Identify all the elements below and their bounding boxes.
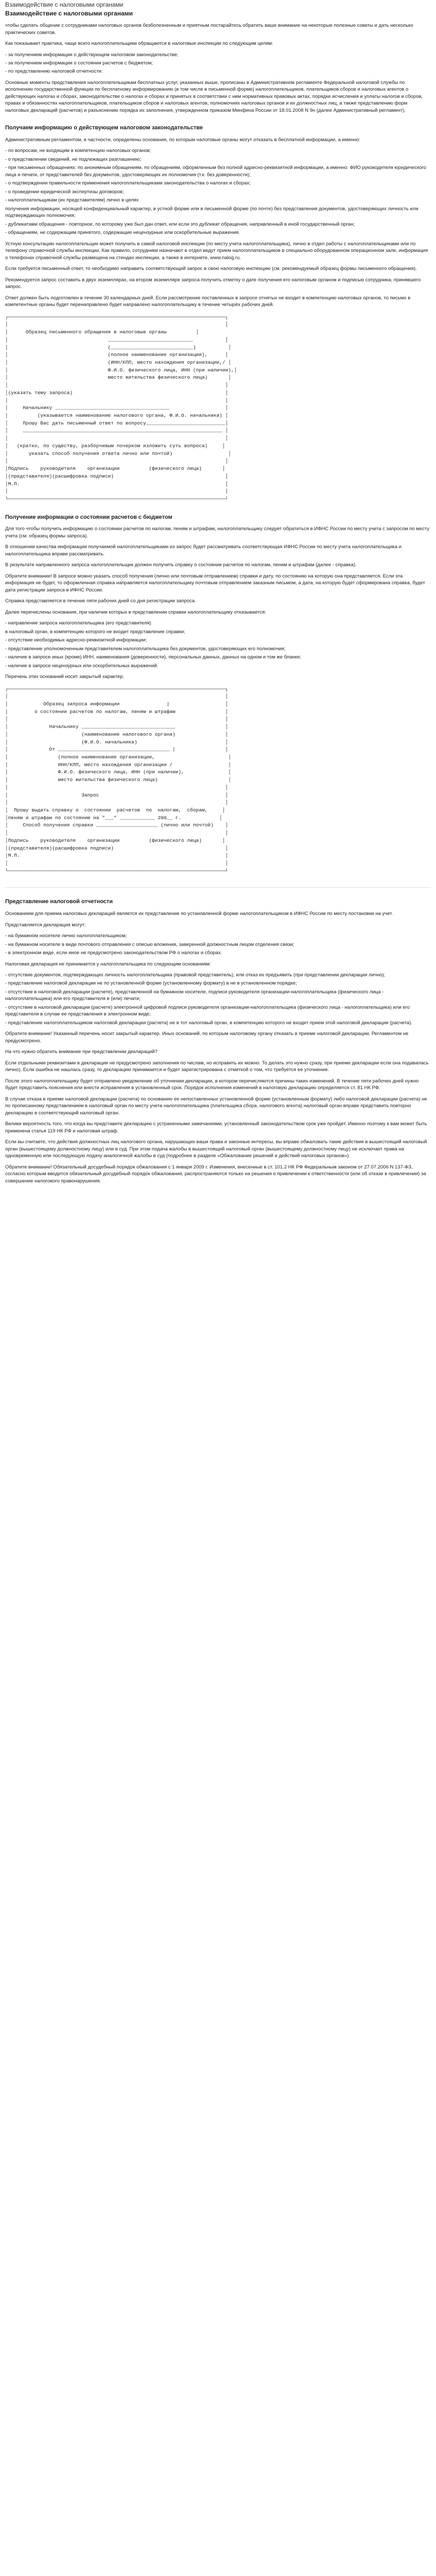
form-line: │ Образец запроса информации | │ [5,701,229,707]
paragraph: Для того чтобы получить информацию о состоянии расчетов по налогам, пеням и штрафам, налогоплательщику следует обратиться в ИФНС России по месту учета с запросом по месту учета (см. образец формы запроса). [5,526,430,539]
list-item: получения информации, носящей конфиденциальный характер, в устной форме или в письменной форме (по почте) без представления документов, удостоверяющих личность или подтверждающих полномочия; [5,206,418,219]
form-line: │ о состоянии расчетов по налогам, пеням и штрафам │ [5,708,229,715]
paragraph: Обратите внимание! Указанный перечень носит закрытый характер. Иных оснований, по которым налоговому органу отказать в приеме налоговой декларации, Регламентом не предусмотрено. [5,1031,409,1044]
paragraph: Рекомендуется запрос составить в двух экземплярах, на втором экземпляре запроса получить отметку о дате получения его налоговым органом и подписью сотрудника, принявшего запрос. [5,277,421,290]
intro-paragraph: чтобы сделать общение с сотрудниками налоговых органов безболезненным и приятным постарайтесь обратить ваше внимание на некоторые полезные советы и дать несколько практических советов. [5,23,413,36]
refusal-list [5,620,431,669]
list-item: - обращениям, не содержащим принятого, содержащие нецензурные или оскорбительные выражения. [5,230,240,236]
form-line: │ ИНН/КПП, место нахождения организации / │ [5,761,231,768]
list-item: - за получением информации о действующем налоговом законодательстве; [5,52,179,58]
form-line: │ Способ получения справки _____________________ (лично или почтой) │ [5,822,229,828]
form-line: │ │ [5,716,229,722]
form-line: │(представителя)(расшифровка подписи) │ [5,473,229,479]
form-line: │ (указывается наименование налогового органа, Ф.И.О. начальника) │ [5,413,229,419]
form-line: ┌──────────────────────────────────────────────────────────────────────────┐ [5,686,229,692]
list-item: - наличие в запросе иных (кроме) ИНН, наименования (доверенности), персональных данных, данных на одном и том же бланке; [5,654,302,660]
form-line: │ (наименование налогового органа) │ [5,731,229,737]
form-line: │ Прошу Вас дать письменный ответ по вопросу___________________________│ [5,420,229,426]
form-line: │ │ [5,800,229,806]
form-line: │М.П. │ [5,481,229,487]
paragraph: Устную консультацию налогоплательщик может получить в самой налоговой инспекции (по месту учета налогоплательщика), лично в отдел работы с налогоплательщиками или по телефону справочной службы инспекции. Как правило, сотрудники назначают в отдел ведут прием налогоплательщиков в специально оборудованном операционном зале, информация о телефонах справочной службы размещена на стендах инспекции, а также в интернете, www.nalog.ru. [5,241,428,261]
list-item: - представление налогоплательщиком налоговой декларации (расчета) не в тот налоговый орган, в компетенцию которого не входит прием этой налоговой декларации (расчета). [5,1020,412,1026]
paragraph: Административным регламентом, в частности, определены основания, по которым налоговые органы могут отказать в бесплатной информации, а именно: [5,137,360,143]
list-item: - на бумажном носителе в виде почтового отправления с описью вложения, заверенной должностным лицом отделения связи; [5,941,294,947]
form-line: │ │ [5,397,229,403]
paragraph: В отношении качества информации получаемой налогоплательщиками из запрос будет рассматривать соответствующая ИФНС России по месту учета налогоплательщика и налогоплательщика вправе рассматривать. [5,544,402,557]
form-line: │ Запрос │ [5,792,229,798]
page [0,0,436,1194]
list-item: - дубликатами обращения - повторное, по которому уже был дан ответ, или если это дубликат обращения, направленный в иной государственный орган; [5,221,355,227]
list-item: - отсутствие в налоговой декларации (расчете) электронной цифровой подписи руководителя организации-налогоплательщика (физического лица - налогоплательщика) или его представителя в случае ее представления в электронном виде; [5,1004,410,1018]
list-item: - о представлении сведений, не подлежащих разглашению; [5,156,141,162]
form-line: └──────────────────────────────────────────────────────────────────────────┘ [5,868,229,874]
list-item: - налогоплательщикам (их представителям) лично в целях [5,197,139,204]
form-line: │пеням и штрафам по состоянию на "___" ____________ 200__ г. │ [5,815,222,821]
form-line: │ _____________________________ │ [5,336,229,343]
form-line: │ │ [5,382,229,388]
paragraph: Налоговая декларация не принимается у налогоплательщика по следующим основаниям: [5,961,211,967]
paragraph: В случае отказа в приеме налоговой декларации (расчета) по основанию ее непоставленных установленной форме (установленным формату) либо налоговой декларации (расчета) не по прописанному представлением в налоговый орган по месту учета налогоплательщика (плательщика сбора, налогового агента) налоговый орган вправе представить повторно декларацию в соответствующий налоговый орган. [5,1096,427,1116]
list-item: - отсутствие в налоговой декларации (расчете), представленной на бумажном носителе, подписи руководителя организации-налогоплательщика (физического лица - налогоплательщика) или его представителя в (или) печати; [5,989,384,1002]
form-line: │ │ [5,435,229,442]
list-item: - на бумажном носителе лично налогоплательщиком; [5,933,127,939]
form-line: │ Начальнику ________________________________ │ [5,724,229,730]
form-line: │ (ИНН/КПП, место нахождения организации,/ │ [5,360,231,365]
goals-list [5,52,431,75]
form-line: │ (полное наименование организации), │ [5,352,229,358]
intro-paragraph: Как показывает практика, чаще всего налогоплательщики обращаются в налоговые инспекции по следующим целям: [5,41,273,47]
paragraph: На что нужно обратить внимание при представлении деклараций? [5,1049,158,1055]
list-item: - по представлению налоговой отчетности. [5,69,103,75]
form-line: │ (кратко, по существу, разборчивым почерком изложить суть вопроса) │ [5,443,225,449]
paragraph: В результате направленного запроса налогоплательщик должен получить справку о состоянии расчетов по налогам, пеням и штрафам (далее - справка). [5,562,357,568]
form-line: │ (Ф.И.О. начальника) │ [5,739,229,745]
form-line: │ Ф.И.О. физического лица, ИНН (при наличии), │ [5,769,231,775]
refusal-list [5,972,431,1026]
form-line: │ ____________________________________________________________________ │ [5,428,229,434]
list-item: - о проведении юридической экспертизы договоров; [5,189,124,195]
form-line: │ От ______________________________________ | │ [5,747,229,753]
document-title: Взаимодействие с налоговыми органами [5,10,133,18]
list-item: в налоговый орган, в компетенцию которого не входит представление справки; [5,629,185,635]
form-line: ┌──────────────────────────────────────────────────────────────────────────┐ [5,314,229,320]
list-item: - в электронном виде, если иное не предусмотрено законодательством РФ о налогах и сборах. [5,950,222,956]
section-heading: Получение информации о состоянии расчетов с бюджетом [5,514,172,520]
form-line: │ (____________________________) │ [5,344,231,350]
section-heading: Получаем информацию о действующем налоговом законодательстве [5,125,203,131]
paragraph: Справка представляется в течение пяти рабочих дней со дня регистрации запроса. [5,598,196,604]
form-line: │ указать способ получения ответа лично или почтой) │ [5,450,231,456]
paragraph: Если отдельными реквизитами в декларации не предусмотрено заполнения по числам, но исправить их можно. То делать это нужно сразу, при приеме декларации если она подавалась лично). Если ошибка не нашлась сразу, то декларацию принимается и будет зарегистрирована с отметкой о том, что требуется ее уточнение. [5,1060,429,1073]
form-line: │М.П. │ [5,853,229,859]
form-line: │Подпись руководителя организации (физического лица) │ [5,466,225,472]
list-item: - отсутствие документов, подтверждающих личность налогоплательщика (правовой представитель), или отказ их предъявить (при представлении декларации лично); [5,972,386,978]
balance-request-form-sample [5,686,431,875]
paragraph: Перечень этих оснований носит закрытый характер. [5,674,125,680]
form-line: │ Начальнику _______________________________________ │ [5,405,229,411]
form-line: └──────────────────────────────────────────────────────────────────────────┘ [5,496,229,502]
form-line: │Подпись руководителя организации (физического лица) │ [5,837,225,843]
form-line: │ Прошу выдать справку о состоянии расчетов по налогам, сборам, │ [5,807,225,813]
intro-paragraph: Основные моменты представления налогоплательщикам бесплатных услуг, указанных выше, прописаны в Административном регламенте Федеральной налоговой службы по исполнению государственной функции по бесплатному информированию (в том числе в письменной форме) налогоплательщиков, плательщиков сборов и налоговых агентов о действующих налогах и сборах, законодательстве о налогах и сборах и принятых в соответствии с ним нормативных правовых актах, порядке исчисления и уплаты налогов и сборов, правах и обязанностях налогоплательщиков, плательщиков сборов и налоговых агентов, полномочиях налоговых органов и их должностных лиц, а также представлению форм налоговых деклараций (расчетов) и разъяснению порядка их заполнения, утвержденном приказом Минфина России от 18.01.2008 N 9н (далее Административный регламент). [5,79,423,113]
form-line: │ место жительства физического лица) │ [5,777,231,783]
paragraph: Далее перечислены основания, при наличии которых в представлении справки налогоплательщику отказывается: [5,609,266,615]
paragraph: Велики вероятность того, что когда вы представите декларацию с устраненными замечаниями, установленный законодательством срок уже пройдет. Именно поэтому к вам может быть применена статья 119 НК РФ и налоговая штраф. [5,1121,427,1134]
refusal-list [5,147,431,236]
list-item: - направление запроса налогоплательщика (его представителя) [5,620,151,626]
list-item: - о подтверждении правильности применения налогоплательщиками законодательства о налогах и сборах; [5,180,251,187]
list-item: - наличие в запросе нецензурных или оскорбительных выражений. [5,663,159,669]
request-form-sample [5,314,431,503]
section-divider [5,887,431,888]
paragraph: Основанием для приема налоговых деклараций является их представление по установленной форме налогоплательщиком в ИФНС России по месту постановки на учет. [5,911,393,917]
paragraph: Ответ должен быть подготовлен в течение 30 календарных дней. Если рассмотрение поставленных в запросе отнятых не входит в компетенцию налоговых органов, то письмо в компетентные органы будет перенаправлено будет направлено налогоплательщику в течение четырёх рабочих дней. [5,295,411,308]
form-line: │ │ [5,784,229,790]
paragraph: Если требуется письменный ответ, то необходимо направить соответствующий запрос в свою налоговую инспекцию (см. рекомендуемый образец формы письменного обращения). [5,266,417,272]
list-item: - по вопросам, не входящим в компетенцию налоговых органов; [5,148,151,154]
paragraph: Представляется декларация могут: [5,922,86,928]
form-line: │ Образец письменного обращения в налоговые органы │ [5,329,199,335]
section-heading: Представление налоговой отчетности [5,899,113,905]
form-line: │ │ [5,860,229,867]
form-line: │ (полное наименование организации, │ [5,754,231,760]
form-line: │ │ [5,321,229,328]
list-item: - представление уполномоченным представителем налогоплательщика без документов, удостоверяющих его полномочия; [5,646,286,652]
paragraph: Обратите внимание! Обязательный досудебный порядок обжалования с 1 января 2009 г. Изменения, внесенные в ст. 101.2 НК РФ Федеральным законом от 27.07.2006 N 137-ФЗ, согласно которым вводится обязательный досудебный порядок обжалования, распространяются только на решения о привлечении к ответственности (или об отказе в привлечении) за совершение налогового правонарушения. [5,1164,426,1184]
submission-ways-list [5,933,431,956]
list-item: - за получением информации о состоянии расчетов с бюджетом; [5,60,153,66]
paragraph: После этого налогоплательщику будет отправлено уведомление об уточнении декларации, в котором перечисляются причины таких изменений. В течение пяти рабочих дней нужно будет представить пояснения или внести исправления в установленный срок. Порядок исполнения изменений в налоговую декларацию определяется ст. 81 НК РФ. [5,1078,419,1091]
form-line: │ Ф.И.О. физического лица, ИНН (при наличии),│ [5,367,237,373]
form-line: │ место жительства физического лица) │ [5,375,231,381]
form-line: │ │ [5,693,229,700]
form-line: │(представителя)(расшифровка подписи) │ [5,845,229,851]
site-title: Взаимодействие с налоговыми органами [5,1,124,8]
form-line: │ │ [5,488,229,495]
list-item: - при письменных обращениях: по анонимным обращениям, по обращениям, оформленным без полной адресно-реквизитной информации, а именно: ФИО руководителя юридического лица и печати, от представителей без документов, удостоверяющих их полномочия (т.к. без доверенности); [5,165,427,178]
form-line: │(указать тему запроса) │ [5,389,229,396]
paragraph: Если вы считаете, что действия должностных лиц налогового органа, нарушающих ваши права и законные интересы, вы вправе обжаловать такие действия в вышестоящий налоговый орган (вышестоящему должностному лицу) или в суд. При этом подача жалобы в вышестоящий налоговый орган (вышестоящему должностному лицу) не исключает права на одновременную или последующую подачу аналогичной жалобы в суд (подробнее в разделе «Обжалование решений и действий налоговых органов»). [5,1139,427,1159]
form-line: │ │ [5,458,229,464]
paragraph: Обратите внимание! В запросе можно указать способ получения (лично или почтовым отправлением) справки и дату, по состоянию на которую она представляется. Если эта информация не будет, то оформленная справка направляется налогоплательщику почтовым отправлением заказным письмом, а дата, на которую будет сформирована справка, будет дата регистрации запроса в ИФНС России. [5,573,425,593]
list-item: - отсутствие необходимых адресно-реквизитной информации; [5,637,147,643]
list-item: - представление налоговой декларации не по установленной форме (установленному формату) в не в установленном порядке; [5,980,297,987]
form-line: │ │ [5,830,229,836]
